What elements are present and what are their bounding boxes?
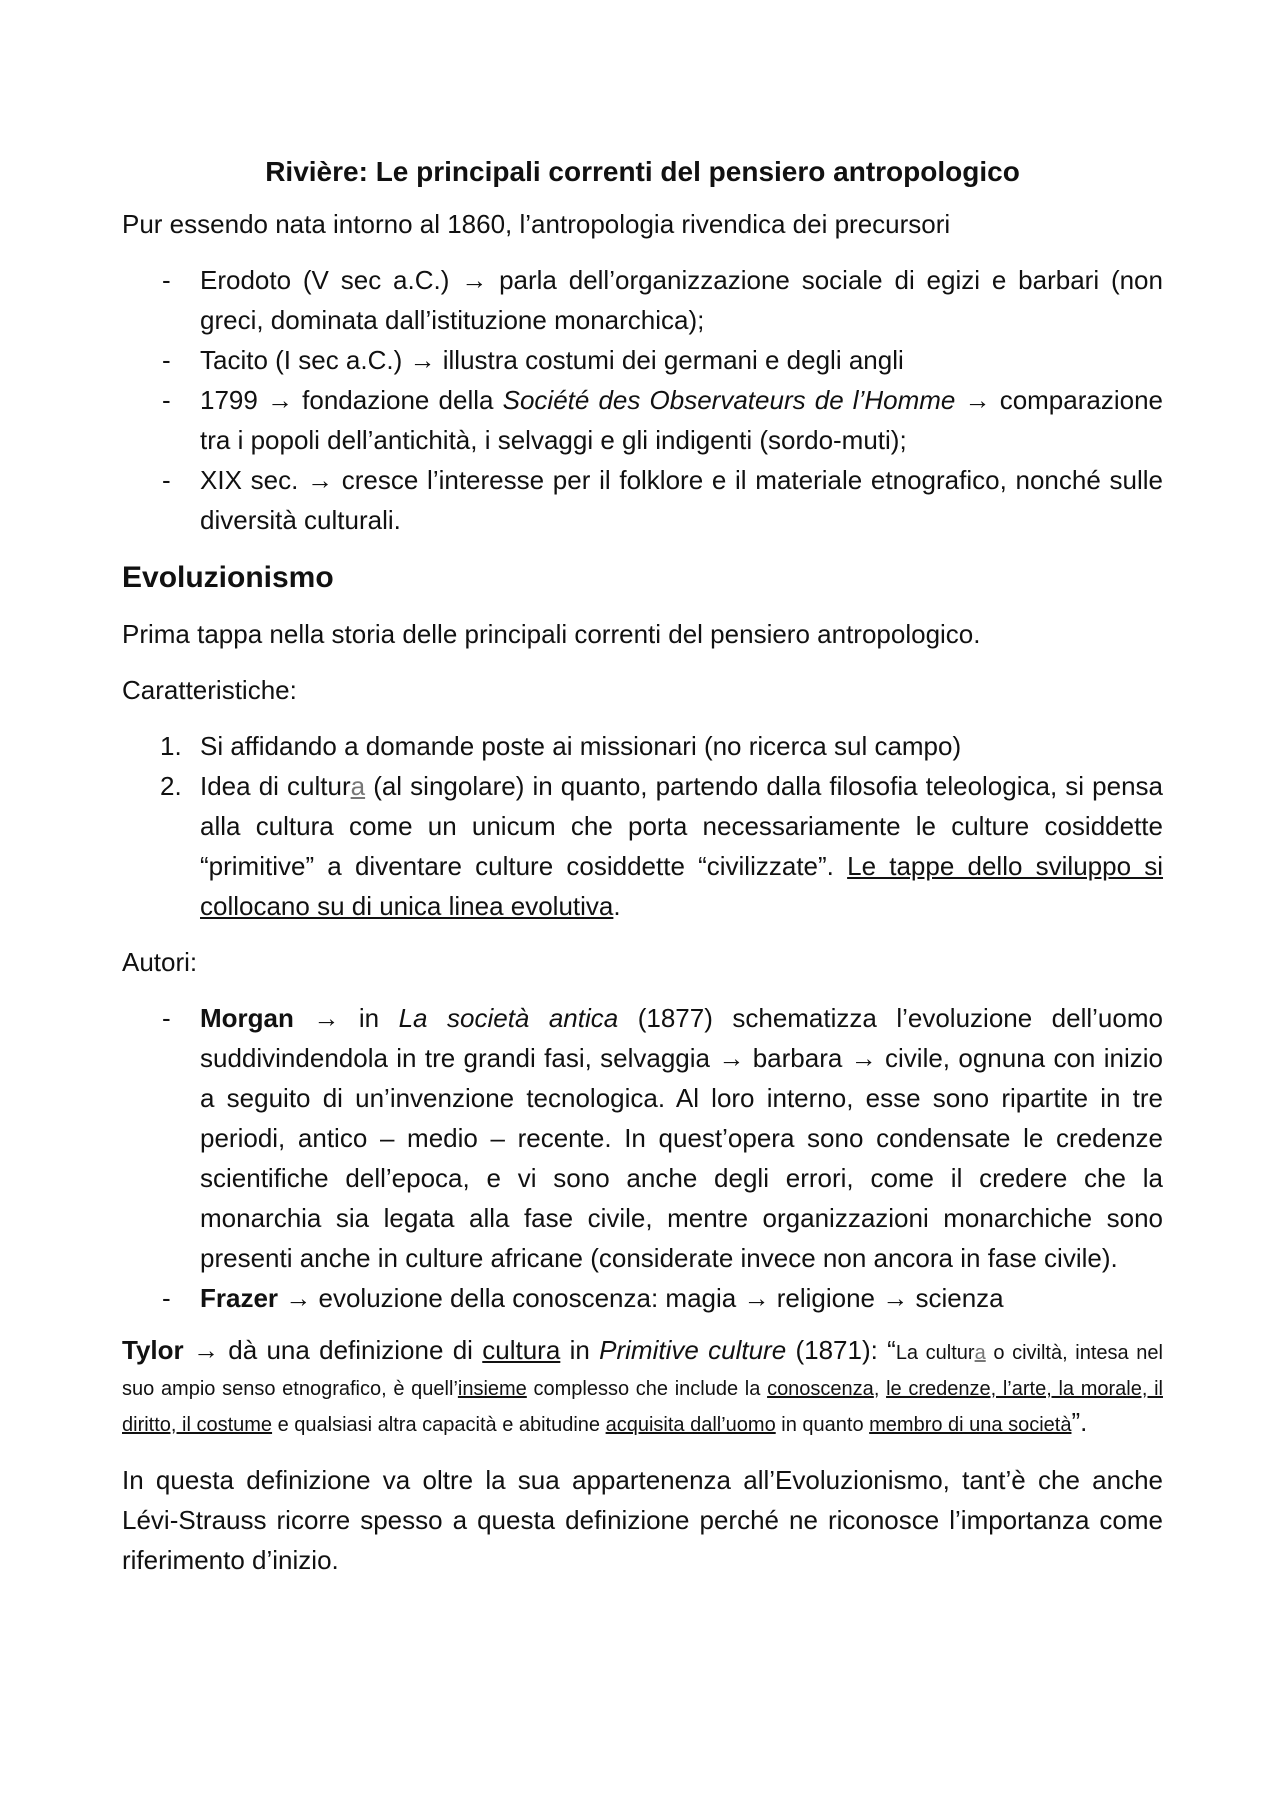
arrow-icon: → xyxy=(267,385,293,415)
arrow-icon: → xyxy=(461,265,488,295)
list-dash: - xyxy=(162,345,171,375)
section-lead: Prima tappa nella storia delle principali correnti del pensiero antropologico. xyxy=(122,619,981,649)
characteristics-list xyxy=(122,726,1163,926)
work-title: La società antica xyxy=(398,1003,619,1033)
characteristics-label: Caratteristiche: xyxy=(122,675,297,705)
underlined-term: membro di una società xyxy=(869,1414,1072,1436)
underlined-term: insieme xyxy=(457,1378,527,1400)
precursors-list xyxy=(122,260,1163,540)
authors-label: Autori: xyxy=(122,947,198,977)
list-number: 1. xyxy=(160,731,182,761)
underlined-phrase: Le tappe dello sviluppo si collocano su di unica linea evolutiva xyxy=(200,851,1164,921)
arrow-icon: → xyxy=(192,1335,219,1365)
underlined-term: le credenze, l’arte, la morale, il diritto, il costume xyxy=(122,1378,1163,1436)
list-item: - Morgan → in La società antica (1877) schematizza l’evoluzione dell’uomo suddivindendola in tre grandi fasi, selvaggia → barbara → civile, ognuna con inizio a seguito di un’invenzione tecnologica. Al loro interno, esse sono ripartite in tre periodi, antico – medio – recente. In quest’opera sono condensate le credenze scientifiche dell’epoca, e vi sono anche degli errori, come il credere che la monarchia sia legata alla fase civile, mentre organizzazioni monarchiche sono presenti anche in culture africane (considerate invece non ancora in fase civile). xyxy=(122,998,1163,1278)
underlined-term: cultura xyxy=(482,1335,561,1365)
list-item: - Tacito (I sec a.C.) → illustra costumi dei germani e degli angli xyxy=(122,340,1163,380)
author-name: Tylor xyxy=(122,1335,184,1365)
page-title: Rivière: Le principali correnti del pensiero antropologico xyxy=(265,156,1020,187)
author-name: Frazer xyxy=(200,1283,279,1313)
list-item: 2. Idea di cultura (al singolare) in quanto, partendo dalla filosofia teleologica, si pensa alla cultura come un unicum che porta necessariamente le culture cosiddette “primitive” a diventare culture cosiddette “civilizzate”. Le tappe dello sviluppo si collocano su di unica linea evolutiva. xyxy=(122,766,1163,926)
definition-quote: La cultura o civiltà, intesa nel suo ampio senso etnografico, è quell’insieme complesso che include la conoscenza, le credenze, l’arte, la morale, il diritto, il costume e qualsiasi altra capacità e abitudine acquisita dall’uomo in quanto membro di una società xyxy=(122,1342,1163,1436)
list-item: - 1799 → fondazione della Société des Observateurs de l’Homme → comparazione tra i popoli dell’antichità, i selvaggi e gli indigenti (sordo-muti); xyxy=(122,380,1163,460)
comment-marker: a xyxy=(350,771,366,801)
arrow-icon: → xyxy=(743,1283,770,1313)
arrow-icon: → xyxy=(718,1043,745,1073)
tylor-paragraph: Tylor → dà una definizione di cultura in Primitive culture (1871): “La cultura o civiltà, intesa nel suo ampio senso etnografico, è quell’insieme complesso che include la conoscenza, le credenze, l’arte, la morale, il diritto, il costume e qualsiasi altra capacità e abitudine acquisita dall’uomo in quanto membro di una società”. xyxy=(122,1335,1163,1437)
list-dash: - xyxy=(162,265,171,295)
author-name: Morgan xyxy=(200,1003,294,1033)
intro-paragraph: Pur essendo nata intorno al 1860, l’antropologia rivendica dei precursori xyxy=(122,209,951,239)
underlined-term: conoscenza xyxy=(767,1378,874,1400)
list-item: - Erodoto (V sec a.C.) → parla dell’organizzazione sociale di egizi e barbari (non greci, dominata dall’istituzione monarchica); xyxy=(122,260,1163,340)
list-dash: - xyxy=(162,385,171,415)
arrow-icon: → xyxy=(307,465,334,495)
society-name: Société des Observateurs de l’Homme xyxy=(502,385,956,415)
section-heading: Evoluzionismo xyxy=(122,561,334,594)
arrow-icon: → xyxy=(285,1283,312,1313)
arrow-icon: → xyxy=(850,1043,877,1073)
list-dash: - xyxy=(162,1003,171,1033)
underlined-term: acquisita dall’uomo xyxy=(605,1414,776,1436)
arrow-icon: → xyxy=(409,345,436,375)
list-item: 1. Si affidando a domande poste ai missionari (no ricerca sul campo) xyxy=(122,726,1163,766)
arrow-icon: → xyxy=(882,1283,909,1313)
conclusion-paragraph: In questa definizione va oltre la sua appartenenza all’Evoluzionismo, tant’è che anche Lévi-Strauss ricorre spesso a questa definizione perché ne riconosce l’importanza come riferimento d’inizio. xyxy=(122,1465,1163,1575)
list-dash: - xyxy=(162,465,171,495)
list-item: - Frazer → evoluzione della conoscenza: magia → religione → scienza xyxy=(122,1278,1163,1318)
list-dash: - xyxy=(162,1283,171,1313)
work-title: Primitive culture xyxy=(599,1335,787,1365)
arrow-icon: → xyxy=(964,385,991,415)
arrow-icon: → xyxy=(313,1003,340,1033)
comment-marker: a xyxy=(974,1342,986,1364)
authors-list xyxy=(122,998,1163,1318)
list-number: 2. xyxy=(160,771,182,801)
list-item: - XIX sec. → cresce l’interesse per il folklore e il materiale etnografico, nonché sulle diversità culturali. xyxy=(122,460,1163,540)
